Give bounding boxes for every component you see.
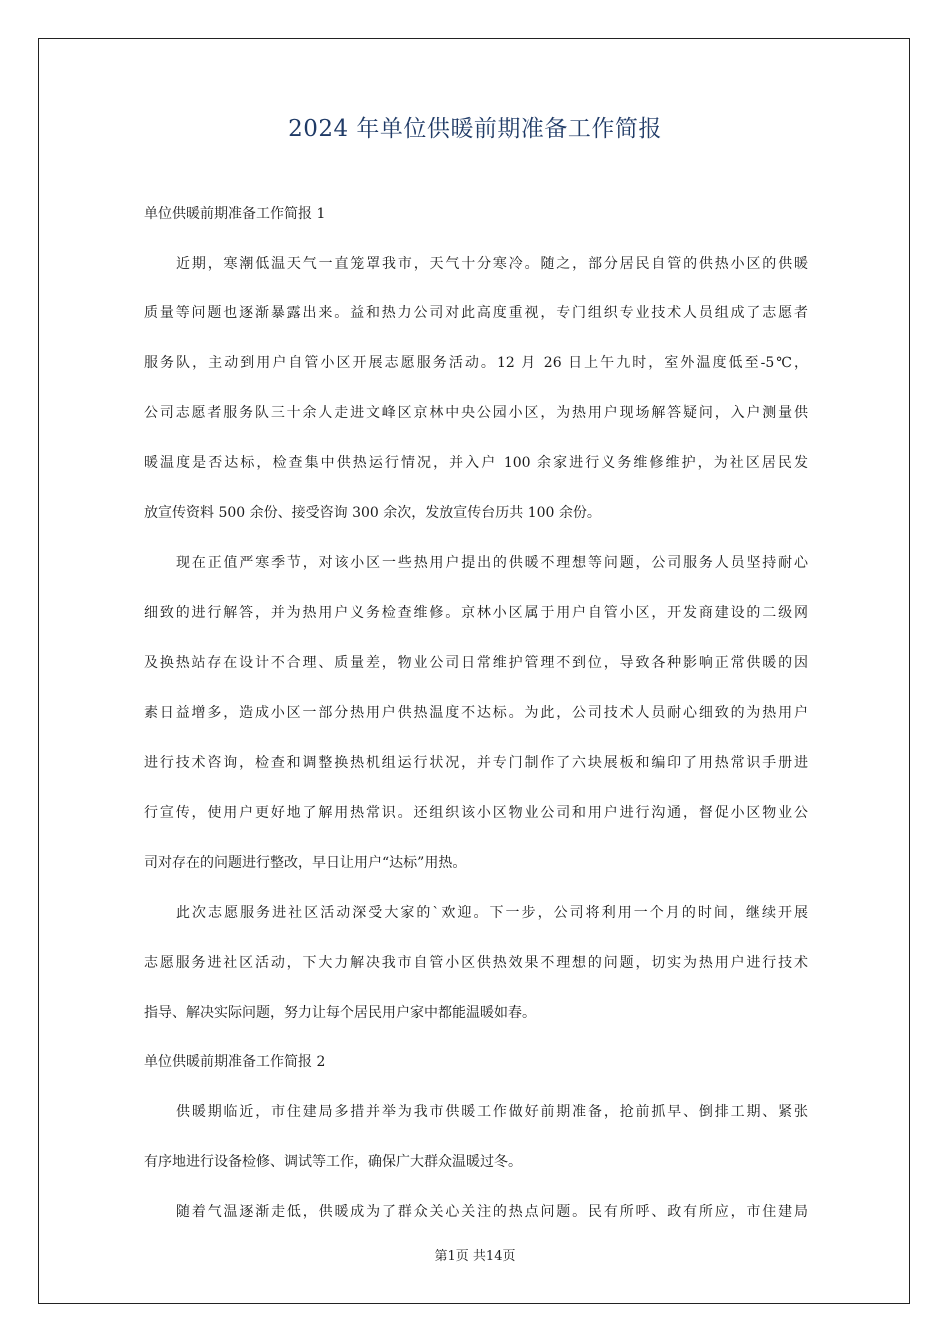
section-heading-2: 单位供暖前期准备工作简报 2: [144, 1054, 326, 1070]
paragraph-line: 公司志愿者服务队三十余人走进文峰区京林中央公园小区，为热用户现场解答疑问，入户测量供: [144, 405, 808, 421]
paragraph-line: 志愿服务进社区活动，下大力解决我市自管小区供热效果不理想的问题，切实为热用户进行技术: [144, 955, 808, 971]
document-title: 2024 年单位供暖前期准备工作简报: [288, 116, 662, 142]
paragraph-line: 细致的进行解答，并为热用户义务检查维修。京林小区属于用户自管小区，开发商建设的二级网: [144, 605, 808, 621]
page-number-footer: 第1页 共14页: [434, 1249, 516, 1264]
paragraph-line: 放宣传资料 500 余份、接受咨询 300 余次，发放宣传台历共 100 余份。: [144, 505, 601, 521]
paragraph-line: 近期，寒潮低温天气一直笼罩我市，天气十分寒冷。随之，部分居民自管的供热小区的供暖: [176, 256, 808, 272]
paragraph-line: 服务队，主动到用户自管小区开展志愿服务活动。12 月 26 日上午九时，室外温度低至-5℃，: [144, 355, 808, 371]
paragraph-line: 司对存在的问题进行整改，早日让用户“达标”用热。: [144, 855, 467, 871]
paragraph-line: 随着气温逐渐走低，供暖成为了群众关心关注的热点问题。民有所呼、政有所应，市住建局: [176, 1204, 808, 1220]
paragraph-line: 进行技术咨询，检查和调整换热机组运行状况，并专门制作了六块展板和编印了用热常识手册进: [144, 755, 808, 771]
paragraph-line: 行宣传，使用户更好地了解用热常识。还组织该小区物业公司和用户进行沟通，督促小区物业公: [144, 805, 808, 821]
paragraph-line: 有序地进行设备检修、调试等工作，确保广大群众温暖过冬。: [144, 1154, 522, 1170]
paragraph-line: 暖温度是否达标，检查集中供热运行情况，并入户 100 余家进行义务维修维护，为社区居民发: [144, 455, 808, 471]
paragraph-line: 供暖期临近，市住建局多措并举为我市供暖工作做好前期准备，抢前抓早、倒排工期、紧张: [176, 1104, 808, 1120]
paragraph-line: 现在正值严寒季节，对该小区一些热用户提出的供暖不理想等问题，公司服务人员坚持耐心: [176, 555, 808, 571]
paragraph-line: 此次志愿服务进社区活动深受大家的`欢迎。下一步，公司将利用一个月的时间，继续开展: [176, 905, 808, 921]
paragraph-line: 素日益增多，造成小区一部分热用户供热温度不达标。为此，公司技术人员耐心细致的为热用户: [144, 705, 808, 721]
paragraph-line: 质量等问题也逐渐暴露出来。益和热力公司对此高度重视，专门组织专业技术人员组成了志愿者: [144, 305, 808, 321]
paragraph-line: 指导、解决实际问题，努力让每个居民用户家中都能温暖如春。: [144, 1005, 536, 1021]
paragraph-line: 及换热站存在设计不合理、质量差，物业公司日常维护管理不到位，导致各种影响正常供暖的因: [144, 655, 808, 671]
section-heading-1: 单位供暖前期准备工作简报 1: [144, 206, 326, 222]
